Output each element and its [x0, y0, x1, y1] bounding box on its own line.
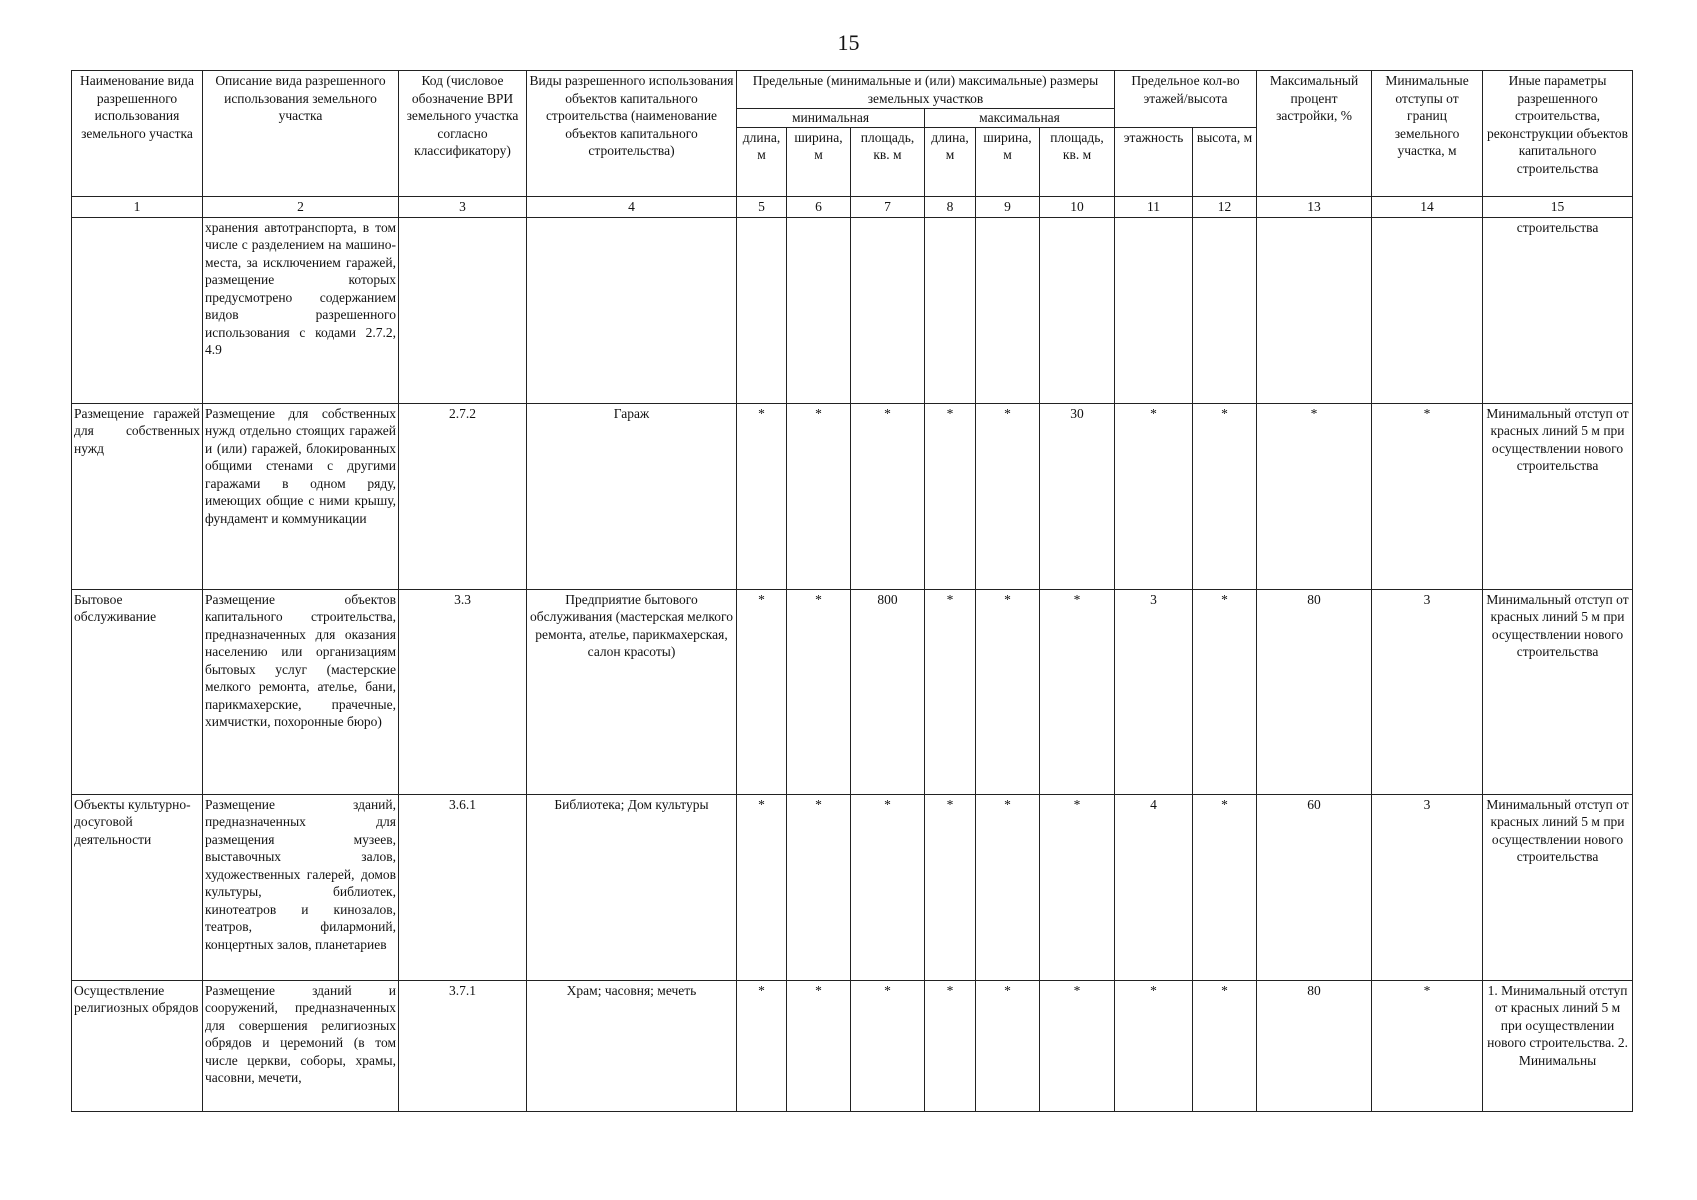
column-number: 2: [203, 196, 399, 217]
header-floors-height: Предельное кол-во этажей/высота: [1115, 71, 1257, 128]
code-cell: 2.7.2: [399, 403, 527, 589]
column-number: 1: [72, 196, 203, 217]
code-cell: 3.7.1: [399, 980, 527, 1111]
land-use-table: [71, 70, 1633, 1112]
setback-cell: *: [1372, 980, 1483, 1111]
max-width-cell: *: [976, 589, 1040, 794]
header-max-length: длина, м: [925, 127, 976, 196]
header-other-params: Иные параметры разрешенного строительства, реконструкции объектов капитального строительства: [1483, 71, 1633, 197]
column-number-row: [72, 196, 1633, 217]
min-width-cell: *: [787, 589, 851, 794]
objects-cell: Библиотека; Дом культуры: [527, 794, 737, 980]
max-width-cell: *: [976, 794, 1040, 980]
use-name-cell: Объекты культурно-досуговой деятельности: [72, 794, 203, 980]
header-max-area: площадь, кв. м: [1040, 127, 1115, 196]
table-row: [72, 794, 1633, 980]
max-percent-cell: 80: [1257, 589, 1372, 794]
storeys-cell: 3: [1115, 589, 1193, 794]
max-area-cell: *: [1040, 589, 1115, 794]
min-length-cell: *: [737, 794, 787, 980]
height-cell: *: [1193, 403, 1257, 589]
max-percent-cell: *: [1257, 403, 1372, 589]
min-area-cell: *: [851, 980, 925, 1111]
max-length-cell: [925, 217, 976, 403]
min-length-cell: [737, 217, 787, 403]
min-width-cell: [787, 217, 851, 403]
header-minimal: минимальная: [737, 109, 925, 128]
max-length-cell: *: [925, 403, 976, 589]
use-name-cell: [72, 217, 203, 403]
other-params-cell: строительства: [1483, 217, 1633, 403]
header-height: высота, м: [1193, 127, 1257, 196]
column-number: 3: [399, 196, 527, 217]
code-cell: 3.6.1: [399, 794, 527, 980]
description-cell: хранения автотранспорта, в том числе с разделением на машино-места, за исключением гаражей, размещение которых предусмотрено содержанием видов разрешенного использования с кодами 2.7.2, 4.9: [203, 217, 399, 403]
header-storeys: этажность: [1115, 127, 1193, 196]
column-number: 14: [1372, 196, 1483, 217]
header-max-percent: Максимальный процент застройки, %: [1257, 71, 1372, 197]
setback-cell: *: [1372, 403, 1483, 589]
column-number: 11: [1115, 196, 1193, 217]
objects-cell: Предприятие бытового обслуживания (мастерская мелкого ремонта, ателье, парикмахерская, салон красоты): [527, 589, 737, 794]
header-min-width: ширина, м: [787, 127, 851, 196]
code-cell: [399, 217, 527, 403]
column-number: 5: [737, 196, 787, 217]
header-use-name: Наименование вида разрешенного использования земельного участка: [72, 71, 203, 197]
other-params-cell: Минимальный отступ от красных линий 5 м при осуществлении нового строительства: [1483, 403, 1633, 589]
code-cell: 3.3: [399, 589, 527, 794]
column-number: 6: [787, 196, 851, 217]
column-number: 7: [851, 196, 925, 217]
use-name-cell: Размещение гаражей для собственных нужд: [72, 403, 203, 589]
use-name-cell: Бытовое обслуживание: [72, 589, 203, 794]
max-percent-cell: [1257, 217, 1372, 403]
other-params-cell: 1. Минимальный отступ от красных линий 5 м при осуществлении нового строительства. 2. Минимальны: [1483, 980, 1633, 1111]
description-cell: Размещение для собственных нужд отдельно стоящих гаражей и (или) гаражей, блокированных общими стенами с другими гаражами в одном ряду, имеющих общие с ними крышу, фундамент и коммуникации: [203, 403, 399, 589]
description-cell: Размещение объектов капитального строительства, предназначенных для оказания населению или организациям бытовых услуг (мастерские мелкого ремонта, ателье, бани, парикмахерские, прачечные, химчистки, похоронные бюро): [203, 589, 399, 794]
setback-cell: [1372, 217, 1483, 403]
min-length-cell: *: [737, 403, 787, 589]
table-row: [72, 980, 1633, 1111]
min-area-cell: *: [851, 403, 925, 589]
column-number: 13: [1257, 196, 1372, 217]
objects-cell: Гараж: [527, 403, 737, 589]
setback-cell: 3: [1372, 794, 1483, 980]
other-params-cell: Минимальный отступ от красных линий 5 м при осуществлении нового строительства: [1483, 589, 1633, 794]
page-number: 15: [837, 30, 860, 55]
min-length-cell: *: [737, 980, 787, 1111]
storeys-cell: *: [1115, 403, 1193, 589]
height-cell: [1193, 217, 1257, 403]
max-width-cell: *: [976, 403, 1040, 589]
table-row: [72, 403, 1633, 589]
table-row: [72, 589, 1633, 794]
column-number: 15: [1483, 196, 1633, 217]
header-row-1: [72, 71, 1633, 109]
header-maximal: максимальная: [925, 109, 1115, 128]
header-objects: Виды разрешенного использования объектов капитального строительства (наименование объектов капитального строительства): [527, 71, 737, 197]
column-number: 9: [976, 196, 1040, 217]
header-description: Описание вида разрешенного использования земельного участка: [203, 71, 399, 197]
description-cell: Размещение зданий и сооружений, предназначенных для совершения религиозных обрядов и церемоний (в том числе церкви, соборы, храмы, часовни, мечети,: [203, 980, 399, 1111]
max-percent-cell: 60: [1257, 794, 1372, 980]
max-width-cell: [976, 217, 1040, 403]
objects-cell: Храм; часовня; мечеть: [527, 980, 737, 1111]
header-min-setbacks: Минимальные отступы от границ земельного участка, м: [1372, 71, 1483, 197]
column-number: 4: [527, 196, 737, 217]
storeys-cell: [1115, 217, 1193, 403]
max-area-cell: *: [1040, 980, 1115, 1111]
column-number: 8: [925, 196, 976, 217]
max-area-cell: [1040, 217, 1115, 403]
use-name-cell: Осуществление религиозных обрядов: [72, 980, 203, 1111]
min-area-cell: [851, 217, 925, 403]
min-area-cell: 800: [851, 589, 925, 794]
header-limit-sizes: Предельные (минимальные и (или) максимальные) размеры земельных участков: [737, 71, 1115, 109]
header-max-width: ширина, м: [976, 127, 1040, 196]
max-length-cell: *: [925, 980, 976, 1111]
min-area-cell: *: [851, 794, 925, 980]
min-length-cell: *: [737, 589, 787, 794]
max-width-cell: *: [976, 980, 1040, 1111]
max-area-cell: 30: [1040, 403, 1115, 589]
column-number: 10: [1040, 196, 1115, 217]
setback-cell: 3: [1372, 589, 1483, 794]
header-code: Код (числовое обозначение ВРИ земельного участка согласно классификатору): [399, 71, 527, 197]
min-width-cell: *: [787, 403, 851, 589]
min-width-cell: *: [787, 980, 851, 1111]
storeys-cell: *: [1115, 980, 1193, 1111]
objects-cell: [527, 217, 737, 403]
table-row: [72, 217, 1633, 403]
storeys-cell: 4: [1115, 794, 1193, 980]
height-cell: *: [1193, 794, 1257, 980]
height-cell: *: [1193, 980, 1257, 1111]
column-number: 12: [1193, 196, 1257, 217]
other-params-cell: Минимальный отступ от красных линий 5 м при осуществлении нового строительства: [1483, 794, 1633, 980]
description-cell: Размещение зданий, предназначенных для размещения музеев, выставочных залов, художественных галерей, домов культуры, библиотек, кинотеатров и кинозалов, театров, филармоний, концертных залов, планетариев: [203, 794, 399, 980]
max-area-cell: *: [1040, 794, 1115, 980]
max-percent-cell: 80: [1257, 980, 1372, 1111]
header-min-area: площадь, кв. м: [851, 127, 925, 196]
min-width-cell: *: [787, 794, 851, 980]
max-length-cell: *: [925, 794, 976, 980]
height-cell: *: [1193, 589, 1257, 794]
max-length-cell: *: [925, 589, 976, 794]
header-min-length: длина, м: [737, 127, 787, 196]
